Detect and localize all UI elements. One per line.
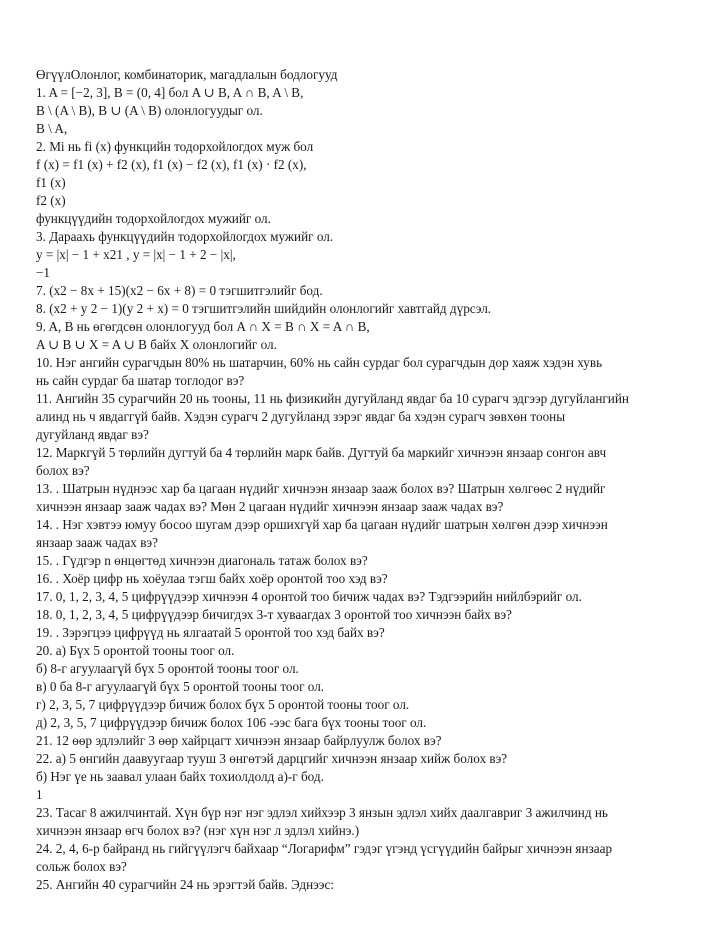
problem-3-line-3: −1 [36,265,51,280]
problem-17: 17. 0, 1, 2, 3, 4, 5 цифрүүдээр хичнээн 4 оронтой тоо бичиж чадах вэ? Тэдгээрийн нийлбэрийг ол. [36,589,582,604]
problem-20-d: г) 2, 3, 5, 7 цифрүүдээр бичиж болох бүх 5 оронтой тооны тоог ол. [36,697,410,712]
problem-19: 19. . Зэрэгцээ цифрүүд нь ялгаатай 5 оронтой тоо хэд байх вэ? [36,625,385,640]
problem-20-b: б) 8-г агуулаагүй бүх 5 оронтой тооны тоог ол. [36,661,299,676]
problem-9-line-1: 9. A, B нь өгөгдсөн олонлогууд бол A ∩ X = B ∩ X = A ∩ B, [36,319,370,334]
problem-2-line-4: f2 (x) [36,193,66,208]
problem-18: 18. 0, 1, 2, 3, 4, 5 цифрүүдээр бичигдэх 3-т хуваагдах 3 оронтой тоо хичнээн байх вэ? [36,607,512,622]
problem-2-line-1: 2. Mi нь fi (x) функцийн тодорхойлогдох муж бол [36,139,314,154]
problem-11-line-1: 11. Ангийн 35 сурагчийн 20 нь тооны, 11 нь физикийн дугуйланд явдаг ба 10 сурагч эдгээр дугуйлангийн [36,391,629,406]
problem-14-line-2: янзаар зааж чадах вэ? [36,535,158,550]
problem-3-line-2: y = |x| − 1 + x21 , y = |x| − 1 + 2 − |x|, [36,247,236,262]
problem-2-line-2: f (x) = f1 (x) + f2 (x), f1 (x) − f2 (x), f1 (x) · f2 (x), [36,157,307,172]
problem-11-line-3: дугуйланд явдаг вэ? [36,427,149,442]
problem-24-line-1: 24. 2, 4, 6-р байранд нь гийгүүлэгч байхаар “Логарифм” гэдэг үгэнд үсгүүдийн байрыг хичнээн янзаар [36,841,613,856]
problem-23-line-1: 23. Тасаг 8 ажилчинтай. Хүн бүр нэг нэг эдлэл хийхээр 3 янзын эдлэл хийх даалгавриг 3 ажилчинд нь [36,805,608,820]
problem-10-line-1: 10. Нэг ангийн сурагчдын 80% нь шатарчин, 60% нь сайн сурдаг бол сурагчдын дор хаяж хэдэн хувь [36,355,603,370]
problem-1-line-1: 1. A = [−2, 3], B = (0, 4] бол A ∪ B, A ∩ B, A \ B, [36,85,304,100]
problem-1-line-2: B \ (A \ B), B ∪ (A \ B) олонлогуудыг ол. [36,103,263,118]
problem-2-line-3: f1 (x) [36,175,66,190]
problem-16: 16. . Хоёр цифр нь хоёулаа тэгш байх хоёр оронтой тоо хэд вэ? [36,571,388,586]
problem-8: 8. (x2 + y 2 − 1)(y 2 + x) = 0 тэгшитгэлийн шийдийн олонлогийг хавтгайд дүрсэл. [36,301,492,316]
problem-12-line-2: болох вэ? [36,463,90,478]
problem-10-line-2: нь сайн сурдаг ба шатар тоглодог вэ? [36,373,245,388]
problem-22-b: б) Нэг үе нь заавал улаан байх тохиолдолд а)-г бод. [36,769,324,784]
document-title: ӨгүүлОлонлог, комбинаторик, магадлалын бодлогууд [36,67,338,82]
problem-11-line-2: алинд нь ч явдаггүй байв. Хэдэн сурагч 2 дугуйланд зэрэг явдаг ба хэдэн сурагч зөвхөн тооны [36,409,566,424]
document-page [36,66,708,894]
problem-25: 25. Ангийн 40 сурагчийн 24 нь эрэгтэй байв. Эднээс: [36,877,334,892]
problem-2-line-5: функцүүдийн тодорхойлогдох мужийг ол. [36,211,271,226]
problem-20-e: д) 2, 3, 5, 7 цифрүүдээр бичиж болох 106 -ээс бага бүх тооны тоог ол. [36,715,427,730]
problem-1-line-3: B \ A, [36,121,68,136]
problem-20-a: 20. а) Бүх 5 оронтой тооны тоог ол. [36,643,235,658]
problem-7: 7. (x2 − 8x + 15)(x2 − 6x + 8) = 0 тэгшитгэлийг бод. [36,283,323,298]
problem-12-line-1: 12. Маркгүй 5 төрлийн дугтуй ба 4 төрлийн марк байв. Дугтуй ба маркийг хичнээн янзаар сонгон авч [36,445,607,460]
problem-24-line-2: сольж болох вэ? [36,859,127,874]
problem-15: 15. . Гүдгэр n өнцөгтөд хичнээн диагональ татаж болох вэ? [36,553,368,568]
problem-22-a: 22. а) 5 өнгийн даавуугаар тууш 3 өнгөтэй дарцгийг хичнээн янзаар хийж болох вэ? [36,751,508,766]
problem-13-line-2: хичнээн янзаар зааж чадах вэ? Мөн 2 цагаан нүдийг хичнээн янзаар зааж чадах вэ? [36,499,504,514]
problem-23-line-2: хичнээн янзаар өгч болох вэ? (нэг хүн нэг л эдлэл хийнэ.) [36,823,360,838]
problem-3-line-1: 3. Дараахь функцүүдийн тодорхойлогдох мужийг ол. [36,229,334,244]
problem-21: 21. 12 өөр эдлэлийг 3 өөр хайрцагт хичнээн янзаар байрлуулж болох вэ? [36,733,442,748]
problem-13-line-1: 13. . Шатрын нүднээс хар ба цагаан нүдийг хичнээн янзаар зааж болох вэ? Шатрын хөлгөөс 2 нүдийг [36,481,606,496]
page-number: 1 [36,787,43,802]
problem-20-c: в) 0 ба 8-г агуулаагүй бүх 5 оронтой тооны тоог ол. [36,679,325,694]
problem-14-line-1: 14. . Нэг хэвтээ юмуу босоо шугам дээр оршихгүй хар ба цагаан нүдийг шатрын хөлгөн дээр хичнээн [36,517,608,532]
problem-9-line-2: A ∪ B ∪ X = A ∪ B байх X олонлогийг ол. [36,337,277,352]
